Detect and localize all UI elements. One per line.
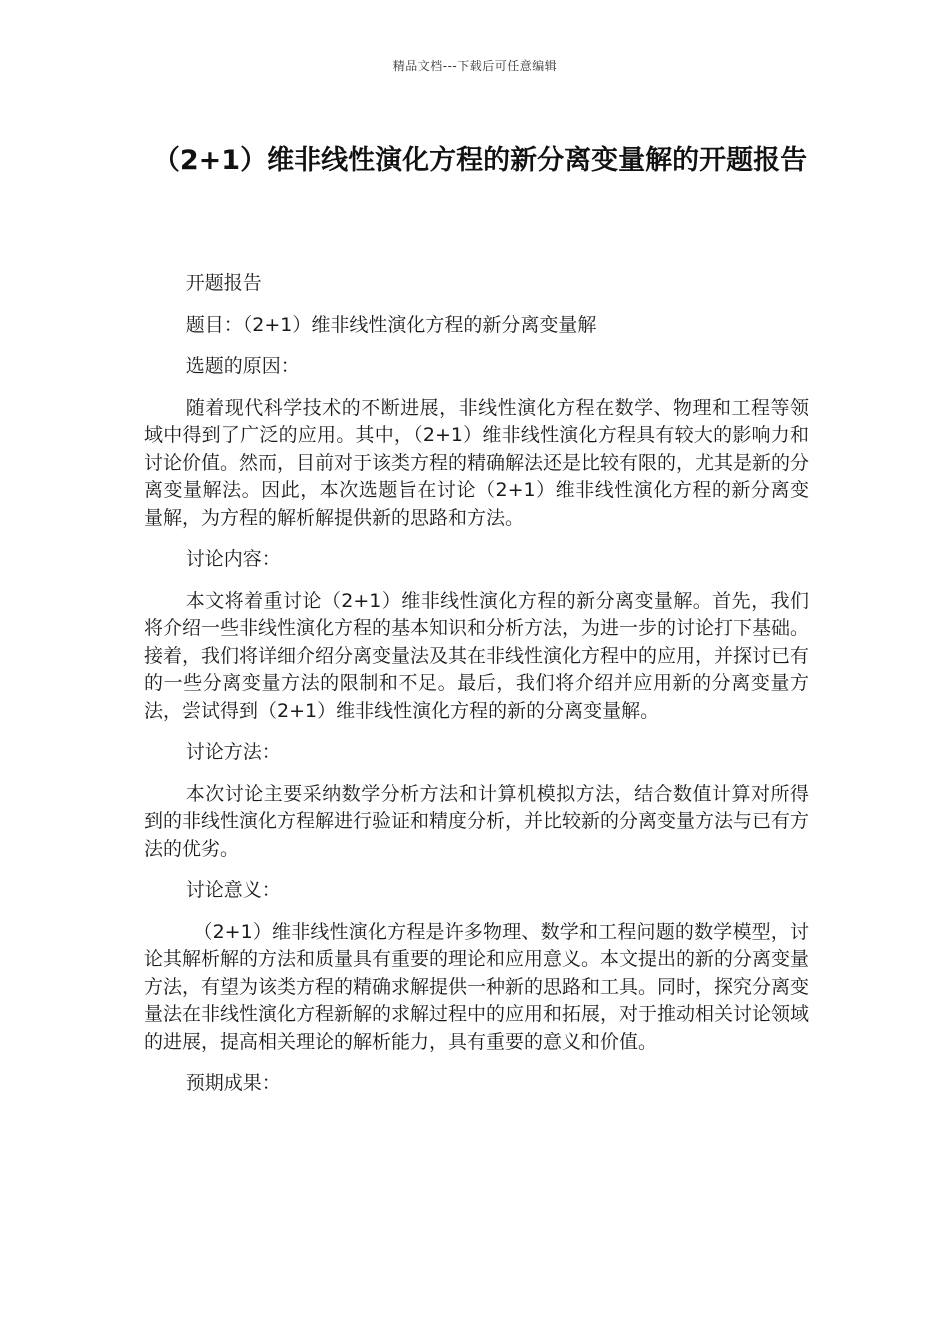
reason-heading: 选题的原因： [185, 355, 300, 377]
method-paragraph: 本次讨论主要采纳数学分析方法和计算机模拟方法，结合数值计算对所得到的非线性演化方程解进行验证和精度分析，并比较新的分离变量方法与已有方法的优劣。 [144, 782, 810, 860]
reason-paragraph: 随着现代科学技术的不断进展，非线性演化方程在数学、物理和工程等领域中得到了广泛的应用。其中，（2+1）维非线性演化方程具有较大的影响力和讨论价值。然而，目前对于该类方程的精确解法还是比较有限的，尤其是新的分离变量解法。因此，本次选题旨在讨论（2+1）维非线性演化方程的新分离变量解，为方程的解析解提供新的思路和方法。 [144, 396, 810, 529]
content-heading: 讨论内容： [185, 548, 281, 570]
header-note: 精品文档---下载后可任意编辑 [392, 59, 558, 73]
significance-paragraph: （2+1）维非线性演化方程是许多物理、数学和工程问题的数学模型，讨论其解析解的方法和质量具有重要的理论和应用意义。本文提出的新的分离变量方法，有望为该类方程的精确求解提供一种新的思路和工具。同时，探究分离变量法在非线性演化方程新解的求解过程中的应用和拓展，对于推动相关讨论领域的进展，提高相关理论的解析能力，具有重要的意义和价值。 [144, 920, 810, 1053]
document-body [144, 270, 809, 1112]
document-title: （2+1）维非线性演化方程的新分离变量解的开题报告 [152, 145, 808, 176]
report-label: 开题报告 [185, 272, 262, 294]
topic-line: 题目：（2+1）维非线性演化方程的新分离变量解 [185, 313, 597, 336]
content-paragraph: 本文将着重讨论（2+1）维非线性演化方程的新分离变量解。首先，我们将介绍一些非线性演化方程的基本知识和分析方法，为进一步的讨论打下基础。接着，我们将详细介绍分离变量法及其在非线性演化方程中的应用，并探讨已有的一些分离变量方法的限制和不足。最后，我们将介绍并应用新的分离变量方法，尝试得到（2+1）维非线性演化方程的新的分离变量解。 [144, 589, 810, 722]
results-heading: 预期成果： [185, 1072, 281, 1094]
significance-heading: 讨论意义： [185, 879, 281, 901]
method-heading: 讨论方法： [185, 741, 281, 763]
